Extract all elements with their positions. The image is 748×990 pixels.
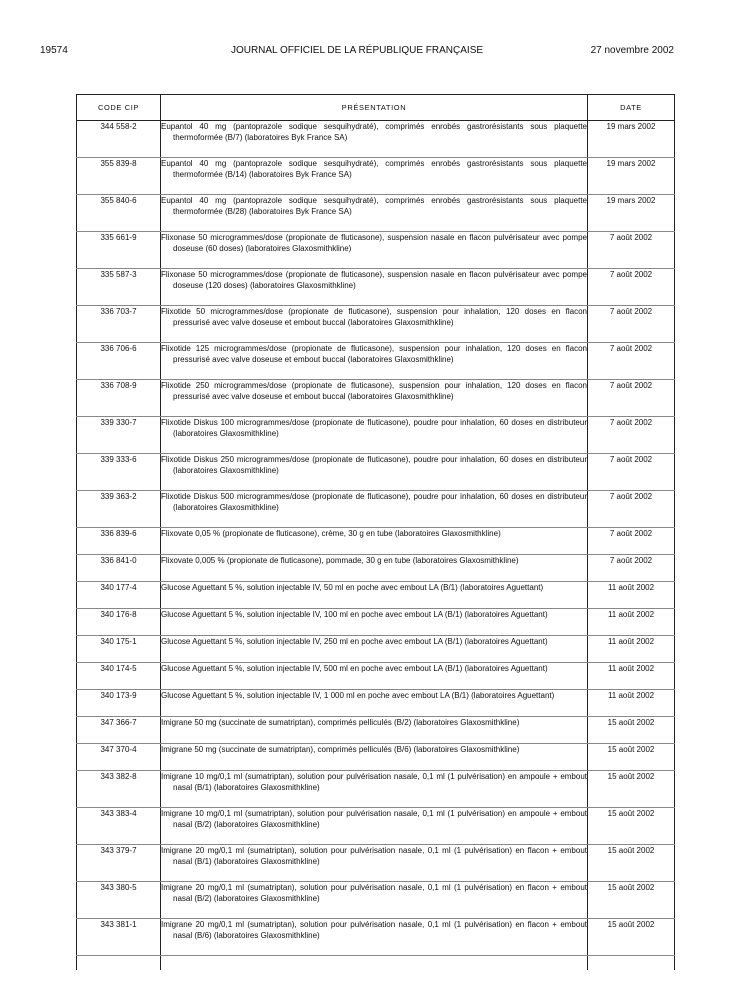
registration-date: 19 mars 2002 [588, 195, 675, 232]
cip-code: 343 381-1 [77, 919, 161, 956]
table-row [77, 158, 675, 195]
table-row [77, 306, 675, 343]
product-description: Glucose Aguettant 5 %, solution injectable IV, 50 ml en poche avec embout LA (B/1) (laboratoires Aguettant) [161, 583, 544, 592]
product-description: Flixotide 125 microgrammes/dose (propionate de fluticasone), suspension pour inhalation, 120 doses en flacon pressurisé avec valve doseuse et embout buccal (laboratoires Glaxosmithkline) [161, 344, 587, 364]
registration-date: 7 août 2002 [588, 454, 675, 491]
product-description: Flixovate 0,005 % (propionate de fluticasone), pommade, 30 g en tube (laboratoires Glaxosmithkline) [161, 556, 519, 565]
cip-code: 336 703-7 [77, 306, 161, 343]
registration-date: 11 août 2002 [588, 690, 675, 717]
table-row [77, 380, 675, 417]
cip-code: 343 382-8 [77, 771, 161, 808]
product-description: Eupantol 40 mg (pantoprazole sodique sesquihydraté), comprimés enrobés gastrorésistants sous plaquette thermoformée (B/7) (laboratoires Byk France SA) [161, 122, 587, 142]
table-row [77, 582, 675, 609]
product-description: Eupantol 40 mg (pantoprazole sodique sesquihydraté), comprimés enrobés gastrorésistants sous plaquette thermoformée (B/28) (laboratoires Byk France SA) [161, 196, 587, 216]
table-row [77, 121, 675, 158]
cip-code: 335 587-3 [77, 269, 161, 306]
cip-code: 343 383-4 [77, 808, 161, 845]
product-description: Flixotide 250 microgrammes/dose (propionate de fluticasone), suspension pour inhalation, 120 doses en flacon pressurisé avec valve doseuse et embout buccal (laboratoires Glaxosmithkline) [161, 381, 587, 401]
product-description: Imigrane 50 mg (succinate de sumatriptan), comprimés pelliculés (B/6) (laboratoires Glaxosmithkline) [161, 745, 520, 754]
registration-date: 19 mars 2002 [588, 158, 675, 195]
table-row [77, 269, 675, 306]
registration-date: 7 août 2002 [588, 343, 675, 380]
table-row [77, 555, 675, 582]
registration-date: 15 août 2002 [588, 845, 675, 882]
registration-date: 15 août 2002 [588, 882, 675, 919]
table-row [77, 454, 675, 491]
cip-code: 336 708-9 [77, 380, 161, 417]
product-description: Flixotide Diskus 500 microgrammes/dose (propionate de fluticasone), poudre pour inhalation, 60 doses en distributeur (laboratoires Glaxosmithkline) [161, 492, 587, 512]
product-description: Flixotide 50 microgrammes/dose (propionate de fluticasone), suspension pour inhalation, 120 doses en flacon pressurisé avec valve doseuse et embout buccal (laboratoires Glaxosmithkline) [161, 307, 587, 327]
table-row [77, 417, 675, 454]
cip-code: 344 558-2 [77, 121, 161, 158]
cip-code: 340 173-9 [77, 690, 161, 717]
cip-code: 339 330-7 [77, 417, 161, 454]
cip-code: 340 177-4 [77, 582, 161, 609]
table-row [77, 491, 675, 528]
table-row [77, 343, 675, 380]
cip-code: 339 363-2 [77, 491, 161, 528]
table-row [77, 771, 675, 808]
cip-code: 340 176-8 [77, 609, 161, 636]
product-description: Flixovate 0,05 % (propionate de fluticasone), crème, 30 g en tube (laboratoires Glaxosmithkline) [161, 529, 501, 538]
page-header [40, 44, 674, 58]
table-row [77, 882, 675, 919]
table-row [77, 609, 675, 636]
registration-date: 19 mars 2002 [588, 121, 675, 158]
presentation-table [76, 94, 675, 970]
registration-date: 7 août 2002 [588, 555, 675, 582]
product-description: Flixonase 50 microgrammes/dose (propionate de fluticasone), suspension nasale en flacon pulvérisateur avec pompe doseuse (60 doses) (laboratoires Glaxosmithkline) [161, 233, 587, 253]
registration-date: 7 août 2002 [588, 491, 675, 528]
table-row [77, 744, 675, 771]
registration-date: 11 août 2002 [588, 609, 675, 636]
registration-date: 15 août 2002 [588, 717, 675, 744]
table-row [77, 528, 675, 555]
cip-code: 340 174-5 [77, 663, 161, 690]
journal-title: JOURNAL OFFICIEL DE LA RÉPUBLIQUE FRANÇAISE [230, 45, 484, 56]
registration-date: 11 août 2002 [588, 636, 675, 663]
issue-date: 27 novembre 2002 [590, 45, 674, 56]
page-number: 19574 [40, 45, 68, 56]
product-description: Flixonase 50 microgrammes/dose (propionate de fluticasone), suspension nasale en flacon pulvérisateur avec pompe doseuse (120 doses) (laboratoires Glaxosmithkline) [161, 270, 587, 290]
product-description: Imigrane 20 mg/0,1 ml (sumatriptan), solution pour pulvérisation nasale, 0,1 ml (1 pulvérisation) en flacon + embout nasal (B/2) (laboratoires Glaxosmithkline) [161, 883, 587, 903]
product-description: Glucose Aguettant 5 %, solution injectable IV, 250 ml en poche avec embout LA (B/1) (laboratoires Aguettant) [161, 637, 548, 646]
table-row [77, 232, 675, 269]
product-description: Eupantol 40 mg (pantoprazole sodique sesquihydraté), comprimés enrobés gastrorésistants sous plaquette thermoformée (B/14) (laboratoires Byk France SA) [161, 159, 587, 179]
product-description: Flixotide Diskus 250 microgrammes/dose (propionate de fluticasone), poudre pour inhalation, 60 doses en distributeur (laboratoires Glaxosmithkline) [161, 455, 587, 475]
registration-date: 15 août 2002 [588, 808, 675, 845]
cip-code: 335 661-9 [77, 232, 161, 269]
product-description: Imigrane 50 mg (succinate de sumatriptan), comprimés pelliculés (B/2) (laboratoires Glaxosmithkline) [161, 718, 520, 727]
table-row [77, 845, 675, 882]
product-description: Imigrane 20 mg/0,1 ml (sumatriptan), solution pour pulvérisation nasale, 0,1 ml (1 pulvérisation) en flacon + embout nasal (B/1) (laboratoires Glaxosmithkline) [161, 846, 587, 866]
registration-date: 15 août 2002 [588, 771, 675, 808]
column-header-date: DATE [588, 95, 675, 121]
cip-code: 336 839-6 [77, 528, 161, 555]
cip-code: 347 366-7 [77, 717, 161, 744]
product-description: Flixotide Diskus 100 microgrammes/dose (propionate de fluticasone), poudre pour inhalation, 60 doses en distributeur (laboratoires Glaxosmithkline) [161, 418, 587, 438]
table-row [77, 663, 675, 690]
table-row [77, 808, 675, 845]
cip-code: 336 706-6 [77, 343, 161, 380]
registration-date: 15 août 2002 [588, 919, 675, 956]
registration-date: 11 août 2002 [588, 663, 675, 690]
cip-code: 343 380-5 [77, 882, 161, 919]
cip-code: 336 841-0 [77, 555, 161, 582]
product-description: Imigrane 20 mg/0,1 ml (sumatriptan), solution pour pulvérisation nasale, 0,1 ml (1 pulvérisation) en flacon + embout nasal (B/6) (laboratoires Glaxosmithkline) [161, 920, 587, 940]
registration-date: 7 août 2002 [588, 417, 675, 454]
cip-code: 355 839-8 [77, 158, 161, 195]
table-header-row [77, 95, 675, 121]
cip-code: 347 370-4 [77, 744, 161, 771]
table-row [77, 195, 675, 232]
registration-date: 7 août 2002 [588, 232, 675, 269]
registration-date: 15 août 2002 [588, 744, 675, 771]
table-continuation-row [77, 956, 675, 971]
cip-code: 339 333-6 [77, 454, 161, 491]
table-row [77, 690, 675, 717]
registration-date: 7 août 2002 [588, 380, 675, 417]
cip-code: 343 379-7 [77, 845, 161, 882]
table-row [77, 636, 675, 663]
table-row [77, 919, 675, 956]
product-description: Imigrane 10 mg/0,1 ml (sumatriptan), solution pour pulvérisation nasale, 0,1 ml (1 pulvérisation) en ampoule + embout nasal (B/2) (laboratoires Glaxosmithkline) [161, 809, 587, 829]
cip-code: 355 840-6 [77, 195, 161, 232]
table-row [77, 717, 675, 744]
product-description: Glucose Aguettant 5 %, solution injectable IV, 500 ml en poche avec embout LA (B/1) (laboratoires Aguettant) [161, 664, 548, 673]
column-header-code-cip: CODE CIP [77, 95, 161, 121]
registration-date: 11 août 2002 [588, 582, 675, 609]
product-description: Imigrane 10 mg/0,1 ml (sumatriptan), solution pour pulvérisation nasale, 0,1 ml (1 pulvérisation) en ampoule + embout nasal (B/1) (laboratoires Glaxosmithkline) [161, 772, 587, 792]
cip-code: 340 175-1 [77, 636, 161, 663]
column-header-presentation: PRÉSENTATION [161, 95, 588, 121]
product-description: Glucose Aguettant 5 %, solution injectable IV, 100 ml en poche avec embout LA (B/1) (laboratoires Aguettant) [161, 610, 548, 619]
registration-date: 7 août 2002 [588, 306, 675, 343]
table-body [77, 121, 675, 971]
registration-date: 7 août 2002 [588, 269, 675, 306]
registration-date: 7 août 2002 [588, 528, 675, 555]
product-description: Glucose Aguettant 5 %, solution injectable IV, 1 000 ml en poche avec embout LA (B/1) (laboratoires Aguettant) [161, 691, 555, 700]
